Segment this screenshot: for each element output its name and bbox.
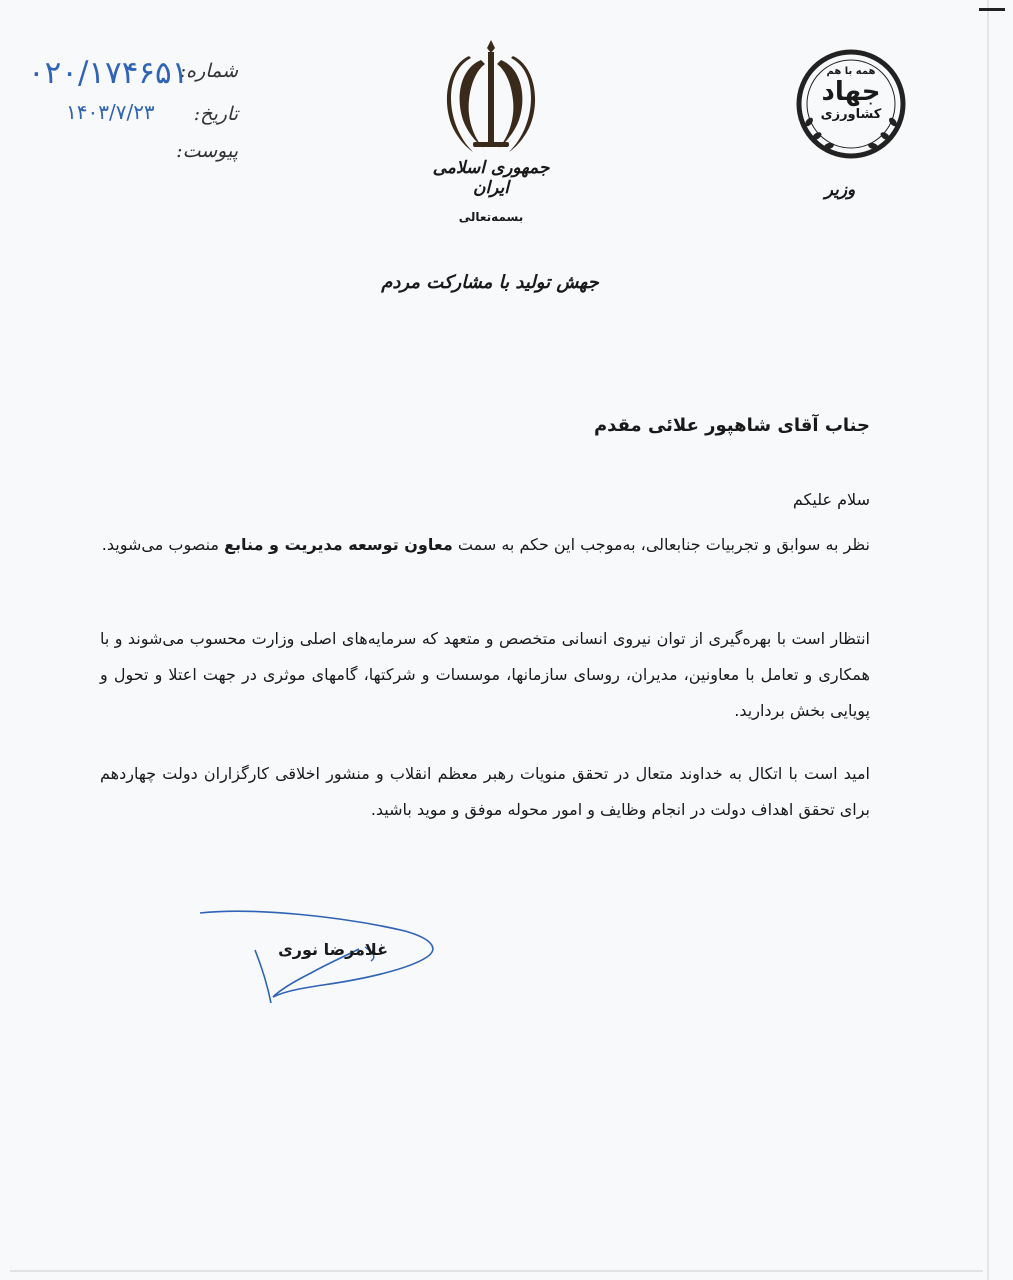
slogan: جهش تولید با مشارکت مردم [381, 272, 599, 293]
date-value: ۱۴۰۳/۷/۲۳ [66, 100, 155, 124]
paragraph-expectation-text: انتظار است با بهره‌گیری از توان نیروی انسانی متخصص و متعهد که سرمایه‌های اصلی وزارت محسوب می‌شوند و با همکاری و تعامل با معاونین، مدیران، روسای سازمانها، موسسات و شرکتها، گامهای موثری در جهت اعتلا و تحول و پویایی بخش بردارید. [100, 629, 870, 720]
greeting-text: سلام علیکم [792, 490, 870, 509]
greeting [100, 482, 870, 518]
ministry-seal-icon [793, 44, 909, 164]
paragraph-appointment [100, 527, 870, 563]
signer-name: غلامرضا نوری [278, 940, 388, 959]
invocation: بسمه‌تعالی [458, 210, 524, 224]
attachment-label: پیوست: [176, 140, 238, 162]
paragraph-hope [100, 756, 870, 828]
seal-sub-text: کشاورزی [820, 107, 882, 122]
seal-main-text: جهاد [821, 77, 881, 107]
date-label: تاریخ: [193, 103, 238, 125]
letter-metadata [18, 55, 238, 185]
ministry-seal-block [793, 44, 909, 164]
recipient: جناب آقای شاهپور علائی مقدم [593, 415, 870, 436]
page-edge [987, 0, 989, 1280]
country-name: جمهوری اسلامی ایران [432, 158, 550, 198]
p1-before: نظر به سوابق و تجربیات جنابعالی، به‌موجب این حکم به سمت [452, 535, 870, 554]
paragraph-appointment-text [100, 527, 870, 563]
seal-top-text: همه با هم [826, 66, 876, 77]
corner-mark [979, 8, 1005, 11]
minister-title: وزیر [824, 180, 856, 200]
number-value: ۰۲۰/۱۷۴۶۵۱ [28, 55, 189, 91]
state-emblem-block [421, 38, 561, 198]
p1-after: منصوب می‌شوید. [101, 535, 225, 554]
scan-edge [10, 1270, 983, 1272]
number-label: شماره: [179, 60, 238, 82]
position-title: معاون توسعه مدیریت و منابع [224, 535, 453, 554]
paragraph-hope-text: امید است با اتکال به خداوند متعال در تحقق منویات رهبر معظم انقلاب و منشور اخلاقی کارگزاران دولت چهاردهم برای تحقق اهداف دولت در انجام وظایف و امور محوله موفق و موید باشید. [100, 764, 870, 819]
iran-emblem-icon [443, 38, 539, 158]
paragraph-expectation [100, 621, 870, 729]
